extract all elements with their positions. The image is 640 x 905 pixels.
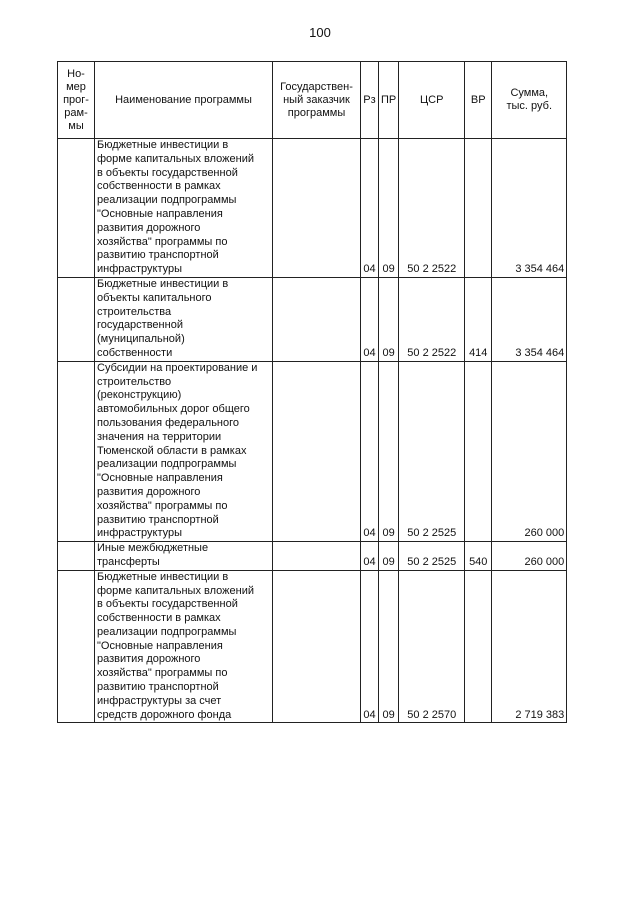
program-name-line: реализации подпрограммы (97, 194, 237, 207)
header-state-customer (273, 62, 361, 139)
program-name-line: Тюменской области в рамках (97, 444, 247, 457)
header-vr: ВР (465, 62, 492, 139)
cell-pr: 09 (379, 277, 399, 361)
program-name-line: Субсидии на проектирование и (97, 361, 258, 374)
cell-rz: 04 (361, 361, 379, 541)
header-rz: Рз (361, 62, 379, 139)
program-name-line: "Основные направления (97, 639, 223, 652)
table-row (58, 361, 567, 541)
cell-program-number (58, 570, 95, 723)
program-name-line: строительство (97, 375, 172, 388)
program-name-line: инфраструктуры (97, 527, 183, 540)
table-row (58, 277, 567, 361)
header-pr: ПР (379, 62, 399, 139)
program-name-line: Иные межбюджетные (97, 542, 209, 555)
program-name-line: объекты капитального (97, 291, 212, 304)
cell-vr (465, 361, 492, 541)
cell-program-name (95, 361, 273, 541)
cell-vr (465, 139, 492, 278)
program-name-line: Бюджетные инвестиции в (97, 277, 229, 290)
cell-sum: 260 000 (492, 361, 567, 541)
header-text-line: Но- (67, 67, 85, 80)
cell-program-number (58, 542, 95, 571)
cell-sum: 2 719 383 (492, 570, 567, 723)
cell-state-customer (273, 361, 361, 541)
budget-table (57, 61, 567, 723)
table-row (58, 542, 567, 571)
cell-csr: 50 2 2525 (399, 542, 465, 571)
header-text-line: ный заказчик (283, 93, 350, 106)
program-name-line: государственной (97, 319, 183, 332)
program-name-line: пользования федерального (97, 416, 240, 429)
cell-program-name (95, 542, 273, 571)
program-name-line: значения на территории (97, 430, 222, 443)
program-name-line: хозяйства" программы по (97, 235, 228, 248)
program-name-line: инфраструктуры (97, 263, 183, 276)
cell-csr: 50 2 2525 (399, 361, 465, 541)
program-name-line: "Основные направления (97, 472, 223, 485)
program-name-line: собственности в рамках (97, 612, 221, 625)
header-text-line: Государствен- (280, 80, 353, 93)
header-text-line: мер (66, 80, 86, 93)
header-text-line: мы (68, 119, 84, 132)
cell-program-name (95, 277, 273, 361)
program-name-line: развитию транспортной (97, 681, 219, 694)
cell-rz: 04 (361, 542, 379, 571)
cell-rz: 04 (361, 139, 379, 278)
program-name-line: хозяйства" программы по (97, 667, 228, 680)
program-name-line: Бюджетные инвестиции в (97, 139, 229, 151)
cell-state-customer (273, 139, 361, 278)
cell-rz: 04 (361, 570, 379, 723)
cell-pr: 09 (379, 361, 399, 541)
program-name-line: развитию транспортной (97, 249, 219, 262)
cell-state-customer (273, 277, 361, 361)
budget-table-body (58, 139, 567, 723)
program-name-line: хозяйства" программы по (97, 499, 228, 512)
program-name-line: в объекты государственной (97, 166, 238, 179)
cell-vr: 540 (465, 542, 492, 571)
cell-program-name (95, 139, 273, 278)
program-name-line: "Основные направления (97, 207, 223, 220)
program-name-line: реализации подпрограммы (97, 458, 237, 471)
cell-vr: 414 (465, 277, 492, 361)
header-sum (492, 62, 567, 139)
program-name-line: автомобильных дорог общего (97, 403, 250, 416)
header-text-line: Сумма, (510, 87, 549, 99)
program-name-line: развитию транспортной (97, 513, 219, 526)
cell-csr: 50 2 2522 (399, 139, 465, 278)
program-name-line: собственности в рамках (97, 180, 221, 193)
table-row (58, 139, 567, 278)
cell-csr: 50 2 2522 (399, 277, 465, 361)
cell-sum: 3 354 464 (492, 139, 567, 278)
program-name-line: (реконструкцию) (97, 389, 182, 402)
program-name-line: развития дорожного (97, 653, 201, 666)
program-name-line: в объекты государственной (97, 598, 238, 611)
header-text-line: прог- (63, 93, 89, 106)
page-number: 100 (309, 25, 331, 40)
cell-csr: 50 2 2570 (399, 570, 465, 723)
header-csr: ЦСР (399, 62, 465, 139)
cell-state-customer (273, 570, 361, 723)
header-program-number (58, 62, 95, 139)
cell-rz: 04 (361, 277, 379, 361)
program-name-line: собственности (97, 346, 173, 359)
cell-program-name (95, 570, 273, 723)
program-name-line: инфраструктуры за счет (97, 694, 222, 707)
cell-program-number (58, 277, 95, 361)
program-name-line: (муниципальной) (97, 333, 185, 346)
cell-program-number (58, 361, 95, 541)
program-name-line: средств дорожного фонда (97, 708, 232, 721)
header-text-line: программы (287, 106, 346, 119)
program-name-line: Бюджетные инвестиции в (97, 570, 229, 583)
cell-pr: 09 (379, 570, 399, 723)
program-name-line: форме капитальных вложений (97, 152, 254, 165)
header-text-line: рам- (64, 106, 88, 119)
program-name-line: развития дорожного (97, 485, 201, 498)
cell-program-number (58, 139, 95, 278)
cell-vr (465, 570, 492, 723)
header-text-line: тыс. руб. (506, 100, 553, 112)
cell-state-customer (273, 542, 361, 571)
header-program-name: Наименование программы (95, 62, 273, 139)
header-row (58, 62, 567, 139)
cell-sum: 260 000 (492, 542, 567, 571)
program-name-line: реализации подпрограммы (97, 625, 237, 638)
program-name-line: форме капитальных вложений (97, 584, 254, 597)
program-name-line: развития дорожного (97, 221, 201, 234)
cell-pr: 09 (379, 542, 399, 571)
program-name-line: трансферты (97, 555, 160, 568)
program-name-line: строительства (97, 305, 172, 318)
table-row (58, 570, 567, 723)
cell-sum: 3 354 464 (492, 277, 567, 361)
cell-pr: 09 (379, 139, 399, 278)
